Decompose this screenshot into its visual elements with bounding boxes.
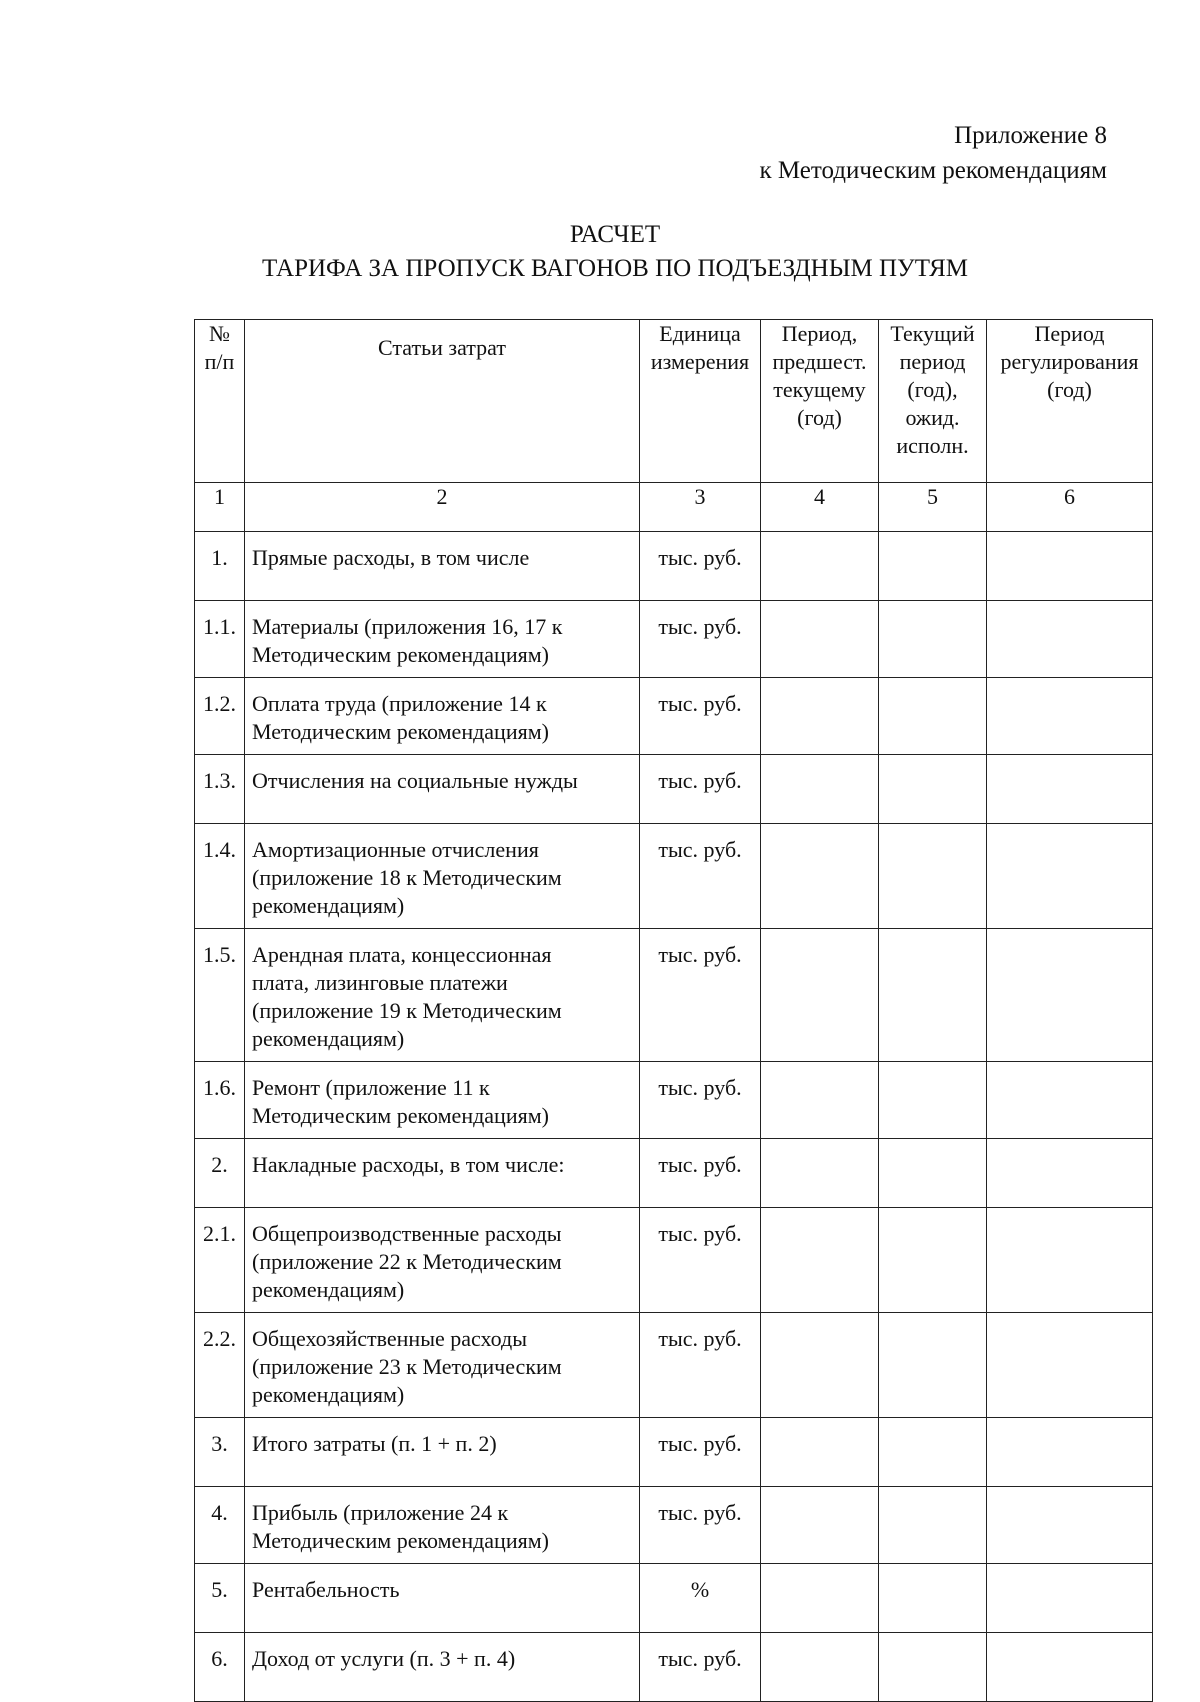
row-number: 3. — [195, 1418, 245, 1487]
value-cell-empty — [987, 1313, 1153, 1418]
unit-of-measure: тыс. руб. — [640, 824, 761, 929]
table-row — [195, 824, 1153, 929]
cost-item-text-line: Рентабельность — [252, 1577, 400, 1602]
cost-item-text-line: Методическим рекомендациям) — [252, 719, 549, 744]
row-number: 1.3. — [195, 755, 245, 824]
value-cell-empty — [761, 1633, 879, 1702]
cost-item-text-line: Ремонт (приложение 11 к — [252, 1075, 490, 1100]
value-cell-empty — [761, 1418, 879, 1487]
value-cell-empty — [761, 1487, 879, 1564]
cost-item-text-line: плата, лизинговые платежи — [252, 970, 508, 995]
column-number: 6 — [987, 483, 1153, 532]
tariff-calculation-table — [194, 319, 1153, 1702]
row-number: 6. — [195, 1633, 245, 1702]
table-row — [195, 1062, 1153, 1139]
cost-item-name — [245, 1062, 640, 1139]
table-row — [195, 1418, 1153, 1487]
value-cell-empty — [987, 1564, 1153, 1633]
cost-item-text-line: Общепроизводственные расходы — [252, 1221, 562, 1246]
header-cell — [640, 320, 761, 483]
cost-item-name — [245, 532, 640, 601]
cost-item-text-line: Отчисления на социальные нужды — [252, 768, 578, 793]
value-cell-empty — [761, 1564, 879, 1633]
value-cell-empty — [879, 601, 987, 678]
table-row — [195, 532, 1153, 601]
value-cell-empty — [879, 532, 987, 601]
column-number: 3 — [640, 483, 761, 532]
cost-item-text-line: рекомендациям) — [252, 893, 405, 918]
value-cell-empty — [987, 532, 1153, 601]
value-cell-empty — [987, 1062, 1153, 1139]
header-text-line: исполн. — [896, 433, 969, 458]
row-number: 1.1. — [195, 601, 245, 678]
header-text-line: Единица — [659, 321, 741, 346]
document-title — [0, 218, 1200, 286]
cost-item-name — [245, 1633, 640, 1702]
cost-item-name — [245, 755, 640, 824]
header-row — [195, 320, 1153, 483]
header-cell — [245, 320, 640, 483]
cost-item-name — [245, 601, 640, 678]
header-text-line: Текущий — [890, 321, 975, 346]
cost-item-name — [245, 1208, 640, 1313]
row-number: 2.1. — [195, 1208, 245, 1313]
row-number: 2. — [195, 1139, 245, 1208]
title-line-1: РАСЧЕТ — [569, 221, 661, 248]
row-number: 5. — [195, 1564, 245, 1633]
row-number: 1.4. — [195, 824, 245, 929]
value-cell-empty — [879, 1062, 987, 1139]
value-cell-empty — [879, 1208, 987, 1313]
header-text-line: Период, — [781, 321, 858, 346]
cost-item-text-line: Методическим рекомендациям) — [252, 1528, 549, 1553]
header-text-line: Статьи затрат — [378, 335, 506, 360]
unit-of-measure: тыс. руб. — [640, 1139, 761, 1208]
unit-of-measure: тыс. руб. — [640, 1208, 761, 1313]
value-cell-empty — [987, 678, 1153, 755]
value-cell-empty — [761, 1139, 879, 1208]
cost-item-text-line: Накладные расходы, в том числе: — [252, 1152, 565, 1177]
cost-item-name — [245, 1313, 640, 1418]
row-number: 1. — [195, 532, 245, 601]
header-text-line: текущему — [773, 377, 866, 402]
header-text-line: регулирования — [1000, 349, 1139, 374]
appendix-header — [759, 118, 1107, 188]
cost-item-text-line: Прибыль (приложение 24 к — [252, 1500, 509, 1525]
cost-item-text-line: (приложение 23 к Методическим — [252, 1354, 562, 1379]
appendix-number: Приложение 8 — [954, 122, 1107, 149]
value-cell-empty — [879, 824, 987, 929]
value-cell-empty — [879, 678, 987, 755]
cost-item-name — [245, 678, 640, 755]
table-body — [195, 320, 1153, 1702]
cost-item-text-line: Методическим рекомендациям) — [252, 642, 549, 667]
header-cell — [987, 320, 1153, 483]
value-cell-empty — [879, 1418, 987, 1487]
table-row — [195, 1564, 1153, 1633]
value-cell-empty — [761, 755, 879, 824]
table-row — [195, 601, 1153, 678]
header-text-line: ожид. — [905, 405, 960, 430]
row-number: 1.2. — [195, 678, 245, 755]
value-cell-empty — [761, 532, 879, 601]
value-cell-empty — [761, 678, 879, 755]
column-number: 1 — [195, 483, 245, 532]
appendix-reference: к Методическим рекомендациям — [759, 157, 1107, 184]
value-cell-empty — [987, 1139, 1153, 1208]
row-number: 4. — [195, 1487, 245, 1564]
header-text-line: № — [209, 321, 230, 346]
value-cell-empty — [987, 1418, 1153, 1487]
value-cell-empty — [879, 1313, 987, 1418]
table-row — [195, 929, 1153, 1062]
header-text-line: п/п — [204, 349, 235, 374]
column-number: 4 — [761, 483, 879, 532]
cost-item-name — [245, 1139, 640, 1208]
value-cell-empty — [987, 1208, 1153, 1313]
value-cell-empty — [987, 824, 1153, 929]
cost-item-text-line: рекомендациям) — [252, 1026, 405, 1051]
header-text-line: (год) — [797, 405, 842, 430]
cost-item-text-line: рекомендациям) — [252, 1382, 405, 1407]
value-cell-empty — [987, 1487, 1153, 1564]
value-cell-empty — [879, 1487, 987, 1564]
cost-item-name — [245, 929, 640, 1062]
cost-item-name — [245, 1564, 640, 1633]
table-row — [195, 1487, 1153, 1564]
value-cell-empty — [987, 1633, 1153, 1702]
column-number: 5 — [879, 483, 987, 532]
value-cell-empty — [879, 929, 987, 1062]
unit-of-measure: тыс. руб. — [640, 1633, 761, 1702]
header-cell — [761, 320, 879, 483]
title-line-2: ТАРИФА ЗА ПРОПУСК ВАГОНОВ ПО ПОДЪЕЗДНЫМ ПУТЯМ — [262, 255, 968, 282]
cost-item-name — [245, 1418, 640, 1487]
cost-item-text-line: (приложение 19 к Методическим — [252, 998, 562, 1023]
cost-item-text-line: (приложение 18 к Методическим — [252, 865, 562, 890]
cost-item-name — [245, 1487, 640, 1564]
column-number: 2 — [245, 483, 640, 532]
value-cell-empty — [879, 755, 987, 824]
value-cell-empty — [761, 601, 879, 678]
unit-of-measure: тыс. руб. — [640, 755, 761, 824]
value-cell-empty — [879, 1564, 987, 1633]
row-number: 2.2. — [195, 1313, 245, 1418]
cost-item-text-line: Прямые расходы, в том числе — [252, 545, 530, 570]
value-cell-empty — [761, 1062, 879, 1139]
unit-of-measure: тыс. руб. — [640, 1062, 761, 1139]
table-row — [195, 1208, 1153, 1313]
value-cell-empty — [879, 1633, 987, 1702]
cost-item-text-line: Общехозяйственные расходы — [252, 1326, 527, 1351]
value-cell-empty — [987, 601, 1153, 678]
unit-of-measure: % — [640, 1564, 761, 1633]
table-row — [195, 1313, 1153, 1418]
cost-item-name — [245, 824, 640, 929]
header-text-line: Период — [1034, 321, 1105, 346]
header-text-line: период — [899, 349, 966, 374]
table-row — [195, 678, 1153, 755]
unit-of-measure: тыс. руб. — [640, 601, 761, 678]
unit-of-measure: тыс. руб. — [640, 678, 761, 755]
cost-item-text-line: (приложение 22 к Методическим — [252, 1249, 562, 1274]
value-cell-empty — [761, 824, 879, 929]
cost-item-text-line: рекомендациям) — [252, 1277, 405, 1302]
cost-item-text-line: Арендная плата, концессионная — [252, 942, 552, 967]
value-cell-empty — [987, 929, 1153, 1062]
row-number: 1.5. — [195, 929, 245, 1062]
cost-item-text-line: Доход от услуги (п. 3 + п. 4) — [252, 1646, 516, 1671]
value-cell-empty — [987, 755, 1153, 824]
cost-item-text-line: Итого затраты (п. 1 + п. 2) — [252, 1431, 497, 1456]
unit-of-measure: тыс. руб. — [640, 532, 761, 601]
table-row — [195, 1139, 1153, 1208]
table-row — [195, 1633, 1153, 1702]
header-cell — [195, 320, 245, 483]
header-text-line: измерения — [650, 349, 750, 374]
unit-of-measure: тыс. руб. — [640, 1313, 761, 1418]
value-cell-empty — [879, 1139, 987, 1208]
cost-item-text-line: Материалы (приложения 16, 17 к — [252, 614, 563, 639]
header-text-line: (год) — [1047, 377, 1092, 402]
unit-of-measure: тыс. руб. — [640, 929, 761, 1062]
cost-item-text-line: Оплата труда (приложение 14 к — [252, 691, 547, 716]
row-number: 1.6. — [195, 1062, 245, 1139]
header-text-line: (год), — [907, 377, 958, 402]
column-number-row — [195, 483, 1153, 532]
cost-item-text-line: Амортизационные отчисления — [252, 837, 539, 862]
cost-item-text-line: Методическим рекомендациям) — [252, 1103, 549, 1128]
header-cell — [879, 320, 987, 483]
header-text-line: предшест. — [772, 349, 867, 374]
value-cell-empty — [761, 1208, 879, 1313]
unit-of-measure: тыс. руб. — [640, 1487, 761, 1564]
value-cell-empty — [761, 1313, 879, 1418]
unit-of-measure: тыс. руб. — [640, 1418, 761, 1487]
table-row — [195, 755, 1153, 824]
value-cell-empty — [761, 929, 879, 1062]
